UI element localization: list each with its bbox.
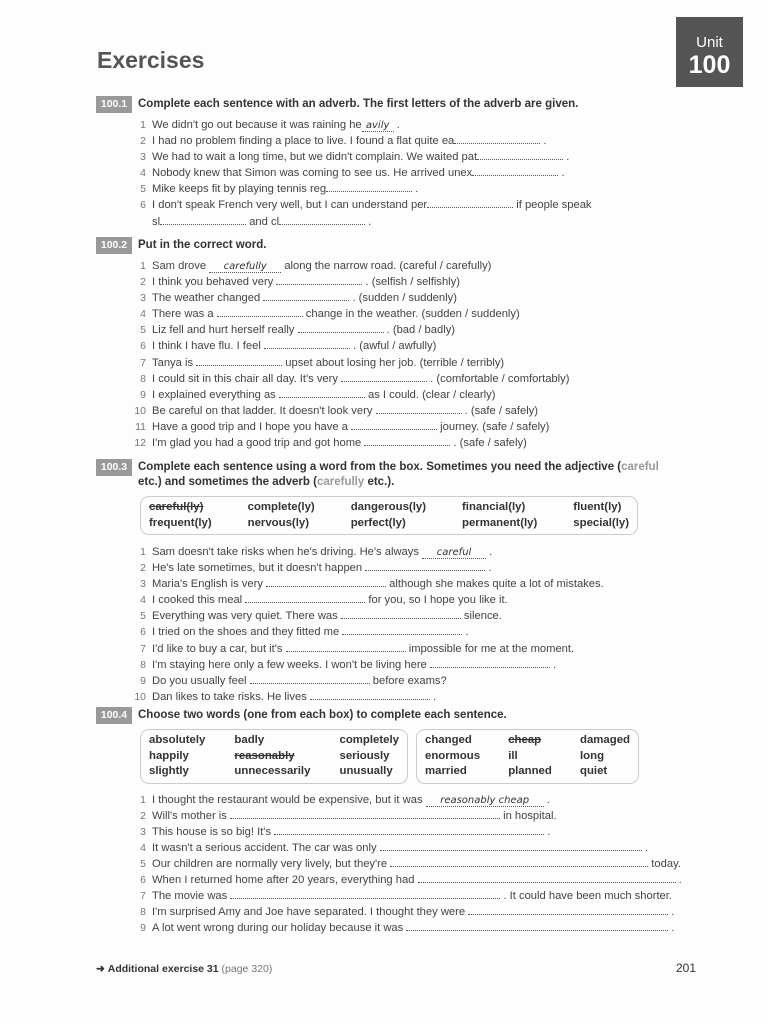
exercise-100-1 — [96, 96, 706, 230]
word-box-item: dangerous(ly) — [350, 501, 427, 513]
answer-field[interactable] — [245, 592, 365, 603]
word-box-left — [140, 729, 408, 784]
answer-field[interactable] — [160, 214, 246, 225]
exercise-number: 100.1 — [96, 96, 132, 113]
answer-field[interactable] — [274, 824, 544, 835]
word-box-item: reasonably — [234, 749, 295, 762]
exercise-item: 1 I thought the restaurant would be expensive, but it was reasonably cheap . — [140, 793, 550, 806]
word-box-item: ill — [508, 749, 518, 762]
answer-field[interactable] — [217, 306, 303, 317]
word-box-item: complete(ly) — [247, 501, 315, 513]
exercise-item: 6 I think I have flu. I feel . (awful / awfully) — [140, 340, 437, 353]
exercise-item: 8 I'm staying here only a few weeks. I won't be living here . — [140, 658, 557, 671]
word-box-item: cheap — [508, 734, 542, 746]
word-box-item: unusually — [339, 765, 393, 777]
word-box-item: badly — [234, 734, 265, 746]
exercise-item: 10 Be careful on that ladder. It doesn't look very . (safe / safely) — [134, 404, 539, 417]
answer-field[interactable] — [341, 371, 427, 382]
word-box-item: completely — [339, 734, 399, 746]
exercise-item: 5 Our children are normally very lively, but they're today. — [140, 857, 681, 870]
exercise-item: 4 It wasn't a serious accident. The car was only . — [140, 841, 648, 854]
answer-field[interactable] — [376, 403, 462, 414]
word-box-right — [416, 729, 639, 784]
word-box-item: permanent(ly) — [461, 516, 538, 529]
word-box-item: married — [425, 765, 467, 777]
answer-field[interactable] — [286, 641, 406, 652]
word-box — [140, 496, 638, 535]
word-box-item: fluent(ly) — [573, 501, 622, 513]
exercise-instruction: Complete each sentence using a word from the box. Sometimes you need the adjective (careful etc.) and sometimes the adverb (carefully etc.). — [138, 461, 659, 488]
word-box-item: planned — [508, 765, 552, 777]
answer-field[interactable] — [279, 214, 365, 225]
exercise-item: 2 I think you behaved very . (selfish / selfishly) — [140, 276, 460, 289]
exercise-item: 3 We had to wait a long time, but we didn't complain. We waited pat . — [140, 151, 570, 164]
exercise-item: 9 A lot went wrong during our holiday because it was . — [140, 922, 675, 935]
exercise-item: 4 I cooked this meal for you, so I hope you like it. — [140, 594, 508, 607]
exercise-item: 9 Do you usually feel before exams? — [140, 674, 447, 687]
unit-badge — [676, 17, 743, 87]
exercise-number: 100.3 — [96, 459, 132, 476]
answer-field[interactable] — [351, 419, 437, 430]
word-box-item: changed — [425, 734, 472, 746]
exercise-item: 1 Sam drove carefully along the narrow road. (careful / carefully) — [140, 260, 492, 272]
answer-field[interactable]: carefully — [209, 262, 281, 273]
exercise-100-3 — [96, 459, 706, 705]
answer-field[interactable] — [326, 181, 412, 192]
word-box-item: careful(ly) — [149, 501, 204, 513]
answer-field[interactable] — [264, 338, 350, 349]
answer-field[interactable] — [380, 840, 642, 851]
word-box-item: enormous — [425, 749, 481, 762]
answer-field[interactable] — [390, 856, 648, 867]
answer-field[interactable] — [472, 165, 558, 176]
word-box-item: special(ly) — [573, 516, 629, 529]
answer-field[interactable] — [418, 872, 676, 883]
exercise-item: 2 Will's mother is in hospital. — [140, 809, 557, 822]
page-title: Exercises — [97, 47, 205, 73]
exercise-item: 10 Dan likes to take risks. He lives . — [134, 690, 437, 703]
word-box-item: unnecessarily — [234, 765, 311, 777]
exercise-item: 6 When I returned home after 20 years, everything had . — [140, 873, 682, 886]
exercise-100-2 — [96, 237, 706, 451]
exercise-item: 3 The weather changed . (sudden / suddenly) — [140, 292, 457, 305]
exercise-item: 5 Mike keeps fit by playing tennis reg . — [140, 183, 419, 196]
exercise-item: 7 The movie was . It could have been much shorter. — [140, 890, 672, 903]
answer-field[interactable] — [266, 576, 386, 587]
exercise-item: 3 This house is so big! It's . — [140, 825, 551, 838]
additional-exercise-page: (page 320) — [221, 963, 273, 975]
word-box-item: slightly — [149, 765, 189, 777]
additional-exercise-text: Additional exercise 31 — [107, 963, 219, 975]
exercise-instruction: Put in the correct word. — [138, 239, 267, 251]
word-box-item: financial(ly) — [461, 501, 526, 513]
word-box-item: nervous(ly) — [247, 516, 310, 529]
answer-field[interactable] — [406, 920, 668, 931]
exercise-item: sl and cl . — [152, 215, 372, 228]
exercise-instruction: Choose two words (one from each box) to complete each sentence. — [138, 709, 507, 721]
arrow-right-icon: ➜ — [96, 963, 105, 975]
answer-field[interactable] — [250, 673, 370, 684]
answer-field[interactable]: careful — [422, 548, 486, 559]
answer-field[interactable] — [263, 290, 349, 301]
exercise-item: 8 I could sit in this chair all day. It's very . (comfortable / comfortably) — [140, 372, 570, 385]
exercise-instruction: Complete each sentence with an adverb. The first letters of the adverb are given. — [138, 98, 579, 110]
exercise-item: 7 I'd like to buy a car, but it's impossible for me at the moment. — [140, 642, 575, 655]
word-box-item: happily — [149, 749, 189, 762]
additional-exercise-link[interactable] — [96, 963, 272, 975]
exercise-100-4 — [96, 707, 706, 936]
exercise-item: 2 He's late sometimes, but it doesn't happen . — [140, 562, 492, 575]
answer-field[interactable] — [298, 322, 384, 333]
word-box-item: quiet — [579, 765, 608, 777]
answer-field[interactable] — [196, 355, 282, 366]
word-box-item: seriously — [339, 749, 390, 762]
exercise-item: 4 There was a change in the weather. (sudden / suddenly) — [140, 308, 520, 321]
answer-field[interactable] — [427, 197, 513, 208]
word-box-item: long — [579, 749, 605, 762]
answer-field[interactable] — [468, 904, 668, 915]
exercise-item: 4 Nobody knew that Simon was coming to see us. He arrived unex . — [140, 167, 565, 180]
exercise-item: 1 Sam doesn't take risks when he's driving. He's always careful . — [140, 546, 493, 558]
answer-field[interactable] — [454, 133, 540, 144]
exercise-item: 9 I explained everything as as I could. (clear / clearly) — [140, 388, 496, 401]
answer-field[interactable] — [230, 808, 500, 819]
exercise-item: 1 We didn't go out because it was raining he avily . — [140, 119, 400, 131]
exercise-item: 6 I don't speak French very well, but I can understand per if people speak — [140, 199, 592, 212]
exercise-item: 8 I'm surprised Amy and Joe have separated. I thought they were . — [140, 906, 675, 919]
answer-field[interactable] — [342, 624, 462, 635]
answer-field[interactable] — [477, 149, 563, 160]
answer-field[interactable] — [230, 888, 500, 899]
answer-field[interactable] — [364, 435, 450, 446]
answer-field[interactable] — [430, 657, 550, 668]
exercise-number: 100.2 — [96, 237, 132, 254]
answer-field[interactable] — [341, 608, 461, 619]
word-box-item: damaged — [579, 734, 630, 746]
exercise-item: 5 Liz fell and hurt herself really . (bad / badly) — [140, 324, 456, 337]
answer-field[interactable] — [279, 387, 365, 398]
word-box-item: perfect(ly) — [350, 516, 406, 529]
unit-number: 100 — [688, 51, 731, 79]
page-number: 201 — [676, 961, 697, 975]
answer-field[interactable]: avily — [362, 121, 394, 132]
exercise-number: 100.4 — [96, 707, 132, 724]
answer-field[interactable] — [365, 560, 485, 571]
exercise-item: 2 I had no problem finding a place to live. I found a flat quite ea . — [140, 135, 547, 148]
exercise-item: 11 Have a good trip and I hope you have a journey. (safe / safely) — [135, 420, 550, 433]
answer-field[interactable] — [310, 689, 430, 700]
exercise-item: 3 Maria's English is very although she makes quite a lot of mistakes. — [140, 578, 604, 591]
exercise-item: 6 I tried on the shoes and they fitted me . — [140, 626, 469, 639]
unit-label: Unit — [696, 34, 723, 51]
exercise-item: 5 Everything was very quiet. There was silence. — [140, 610, 502, 623]
answer-field[interactable] — [276, 274, 362, 285]
exercise-item: 12 I'm glad you had a good trip and got home . (safe / safely) — [134, 437, 527, 450]
word-box-item: absolutely — [149, 734, 206, 746]
answer-field[interactable]: reasonably cheap — [426, 796, 544, 807]
exercise-item: 7 Tanya is upset about losing her job. (terrible / terribly) — [140, 356, 505, 369]
word-box-item: frequent(ly) — [149, 516, 212, 529]
